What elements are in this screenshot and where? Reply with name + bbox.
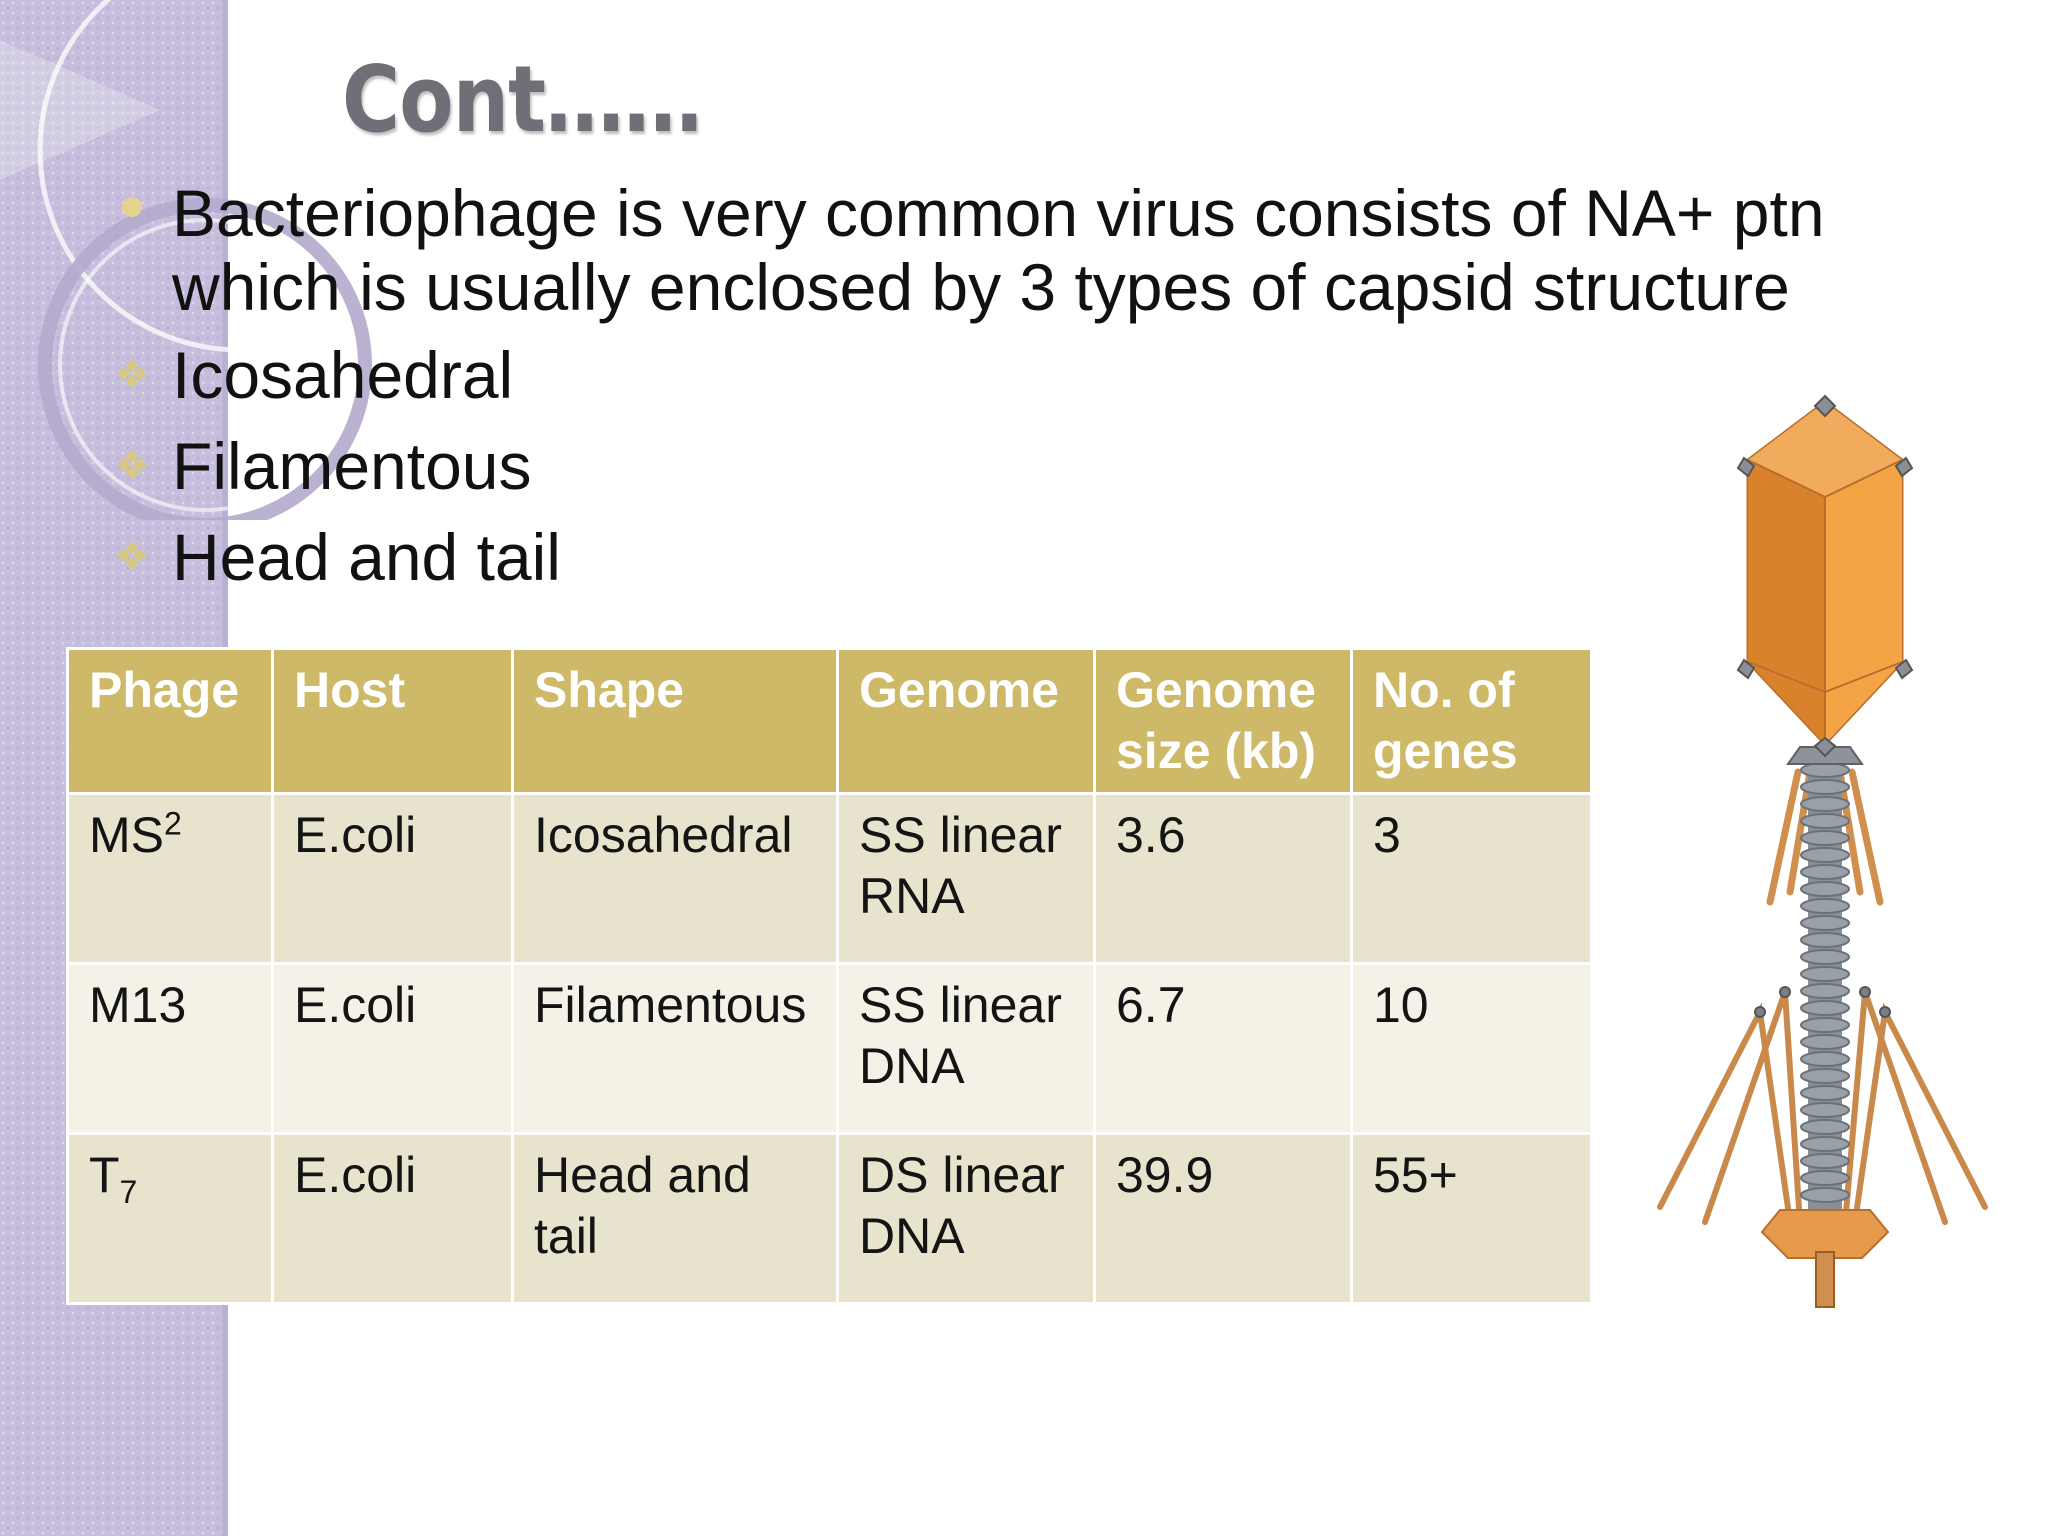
cell-gene-count: 10 [1352, 964, 1592, 1134]
column-header-genome-size: Genome size (kb) [1095, 649, 1352, 794]
table-row [68, 1134, 1592, 1304]
cell-genome-size: 39.9 [1095, 1134, 1352, 1304]
tail-ring [1801, 848, 1849, 862]
cell-genome: SS linear RNA [838, 794, 1095, 964]
cell-shape: Filamentous [513, 964, 838, 1134]
table-header-row [68, 649, 1592, 794]
cell-phage [68, 1134, 273, 1304]
tail-ring [1801, 1171, 1849, 1185]
column-header-phage: Phage [68, 649, 273, 794]
cell-shape: Head and tail [513, 1134, 838, 1304]
tail-ring [1801, 1120, 1849, 1134]
bullet-text: Icosahedral [172, 338, 514, 412]
tail-ring [1801, 1086, 1849, 1100]
tail-ring [1801, 933, 1849, 947]
bullet-text: Bacteriophage is very common virus consists of NA+ ptn which is usually enclosed by 3 types of capsid structure [172, 176, 1825, 324]
cell-host: E.coli [273, 964, 513, 1134]
cell-gene-count: 55+ [1352, 1134, 1592, 1304]
tail-ring [1801, 780, 1849, 794]
phage-subscript: 7 [119, 1174, 138, 1210]
tail-ring [1801, 1137, 1849, 1151]
cell-genome-size: 3.6 [1095, 794, 1352, 964]
phage-table [66, 647, 1593, 1305]
phage-name: M13 [89, 977, 187, 1033]
tail-ring [1801, 1154, 1849, 1168]
bullet-text: Head and tail [172, 520, 561, 594]
column-header-shape: Shape [513, 649, 838, 794]
tail-ring [1801, 1103, 1849, 1117]
cell-gene-count: 3 [1352, 794, 1592, 964]
tail-ring [1801, 1001, 1849, 1015]
tail-ring [1801, 763, 1849, 777]
tail-ring [1801, 899, 1849, 913]
cell-host: E.coli [273, 1134, 513, 1304]
tail-ring [1801, 1035, 1849, 1049]
bullet-item [112, 176, 1932, 324]
tail-ring [1801, 814, 1849, 828]
cell-genome: DS linear DNA [838, 1134, 1095, 1304]
tail-ring [1801, 1069, 1849, 1083]
cell-genome: SS linear DNA [838, 964, 1095, 1134]
tail-ring [1801, 831, 1849, 845]
tail-ring [1801, 1188, 1849, 1202]
diamond-bullet-icon: ❖ [114, 535, 150, 579]
bacteriophage-illustration-icon [1640, 392, 2010, 1312]
tail-ring [1801, 984, 1849, 998]
cell-host: E.coli [273, 794, 513, 964]
cell-phage [68, 794, 273, 964]
bullet-text: Filamentous [172, 429, 532, 503]
circle-bullet-icon [112, 176, 152, 250]
table-row [68, 964, 1592, 1134]
tail-ring [1801, 865, 1849, 879]
diamond-bullet-icon: ❖ [114, 353, 150, 397]
tail-ring [1801, 950, 1849, 964]
column-header-gene-count: No. of genes [1352, 649, 1592, 794]
tail-ring [1801, 882, 1849, 896]
phage-superscript: 2 [164, 805, 182, 842]
tail-ring [1801, 967, 1849, 981]
slide-title: Cont…… [342, 46, 702, 153]
column-header-genome: Genome [838, 649, 1095, 794]
tail-ring [1801, 797, 1849, 811]
tail-ring [1801, 1018, 1849, 1032]
table-row [68, 794, 1592, 964]
phage-name: T [89, 1147, 120, 1203]
cell-genome-size: 6.7 [1095, 964, 1352, 1134]
tail-ring [1801, 1052, 1849, 1066]
cell-shape: Icosahedral [513, 794, 838, 964]
tail-ring [1801, 916, 1849, 930]
cell-phage [68, 964, 273, 1134]
phage-name: MS [89, 807, 164, 863]
column-header-host: Host [273, 649, 513, 794]
diamond-bullet-icon: ❖ [114, 444, 150, 488]
